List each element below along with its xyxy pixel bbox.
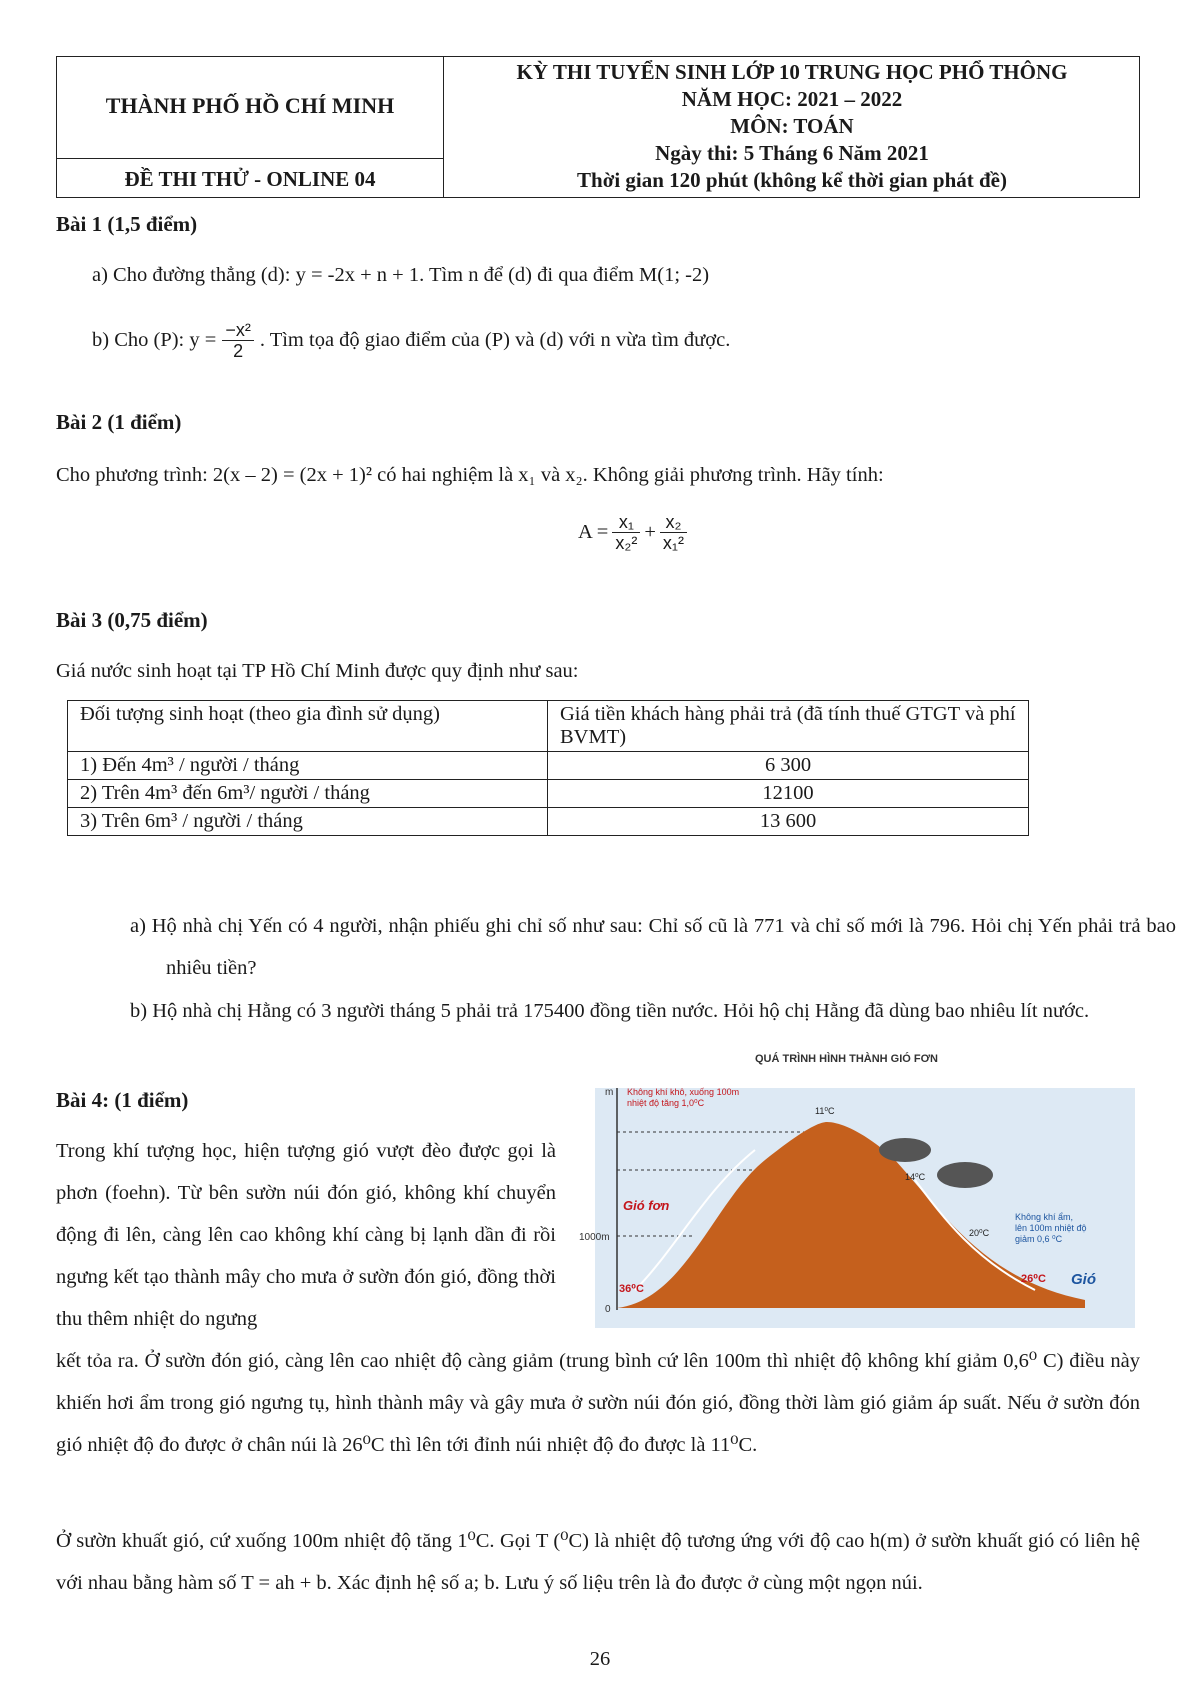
wet-note-line-2: lên 100m nhiệt độ: [1015, 1223, 1087, 1233]
formula-fraction-1: [612, 512, 640, 553]
fraction-denominator: 2: [233, 341, 244, 361]
water-price-table: [67, 700, 1029, 836]
table-cell: 1) Đến 4m³ / người / tháng: [68, 752, 548, 780]
table-header-cell: Giá tiền khách hàng phải trả (đã tính thuế GTGT và phí BVMT): [548, 701, 1029, 752]
axis-m-label: m: [605, 1087, 614, 1098]
page-number: 26: [589, 1648, 611, 1670]
bai3-title: Bài 3 (0,75 điểm): [56, 608, 208, 632]
table-row: [68, 808, 1029, 836]
f2-denominator: x₁²: [662, 533, 684, 553]
exam-duration: Thời gian 120 phút (không kể thời gian phát đề): [577, 168, 1007, 192]
table-header-cell: Đối tượng sinh hoạt (theo gia đình sử dụng): [68, 701, 548, 752]
city-name: THÀNH PHỐ HỒ CHÍ MINH: [105, 93, 395, 118]
bai3-intro: Giá nước sinh hoạt tại TP Hồ Chí Minh được quy định như sau:: [56, 660, 579, 682]
table-cell: 3) Trên 6m³ / người / tháng: [68, 808, 548, 836]
gio-label: Gió: [1071, 1271, 1096, 1288]
bai2-formula: [578, 512, 687, 553]
f1-numerator: x₁: [612, 512, 640, 533]
bai1-part-a: a) Cho đường thẳng (d): y = -2x + n + 1. Tìm n để (d) đi qua điểm M(1; -2): [92, 264, 710, 286]
bai1-part-b: [92, 320, 730, 361]
table-header-row: [68, 701, 1029, 752]
bai3-part-b: b) Hộ nhà chị Hằng có 3 người tháng 5 phải trả 175400 đồng tiền nước. Hỏi hộ chị Hằng đã dùng bao nhiêu lít nước.: [130, 1000, 1090, 1022]
bai3-part-a: a) Hộ nhà chị Yến có 4 người, nhận phiếu ghi chỉ số như sau: Chỉ số cũ là 771 và chỉ số mới là 796. Hỏi chị Yến phải trả bao nhiêu tiền?: [130, 915, 1176, 979]
subject: MÔN: TOÁN: [730, 114, 854, 138]
temp-36: 36⁰C: [619, 1283, 644, 1295]
school-year: NĂM HỌC: 2021 – 2022: [681, 87, 903, 111]
exam-title: KỲ THI TUYỂN SINH LỚP 10 TRUNG HỌC PHỔ THÔNG: [516, 60, 1068, 84]
formula-fraction-2: [660, 512, 687, 553]
fraction-numerator: −x²: [222, 320, 254, 341]
plus-sign: +: [644, 521, 656, 543]
bai4-paragraph-2: Ở sườn khuất gió, cứ xuống 100m nhiệt độ tăng 1⁰C. Gọi T (⁰C) là nhiệt độ tương ứng với độ cao h(m) ở sườn khuất gió có liên hệ với nhau bằng hàm số T = ah + b. Xác định hệ số a; b. Lưu ý số liệu trên là đo được ở cùng một ngọn núi.: [56, 1530, 1140, 1594]
label-1000m: 1000m: [579, 1232, 610, 1243]
bai1-title: Bài 1 (1,5 điểm): [56, 212, 198, 236]
foehn-wind-figure: [565, 1050, 1145, 1330]
trial-exam-label: ĐỀ THI THỬ - ONLINE 04: [124, 167, 376, 191]
bai4-title: Bài 4: (1 điểm): [56, 1088, 189, 1112]
bai2-text: Cho phương trình: 2(x – 2) = (2x + 1)² có hai nghiệm là x₁ và x₂. Không giải phương trình. Hãy tính:: [56, 464, 884, 486]
f1-denominator: x₂²: [615, 533, 638, 553]
table-row: [68, 780, 1029, 808]
dry-note-line-2: nhiệt độ tăng 1,0⁰C: [627, 1098, 705, 1108]
temp-peak: 11⁰C: [815, 1106, 835, 1116]
table-cell: 13 600: [548, 808, 1029, 836]
wet-note-line-3: giảm 0,6 ⁰C: [1015, 1234, 1063, 1244]
figure-title: QUÁ TRÌNH HÌNH THÀNH GIÓ FƠN: [755, 1053, 938, 1065]
temp-20: 20⁰C: [969, 1228, 990, 1238]
bai4-paragraph-1: Trong khí tượng học, hiện tượng gió vượt đèo được gọi là phơn (foehn). Từ bên sườn núi đón gió, không khí chuyển động đi lên, càng lên cao không khí càng bị lạnh dần đi rồi ngưng kết tạo thành mây cho mưa ở sườn đón gió, đồng thời thu thêm nhiệt do ngưng: [56, 1140, 556, 1330]
f2-numerator: x₂: [660, 512, 687, 533]
bai1-b-suffix: . Tìm tọa độ giao điểm của (P) và (d) với n vừa tìm được.: [259, 329, 731, 351]
table-cell: 12100: [548, 780, 1029, 808]
cloud-icon: [937, 1162, 993, 1188]
gio-fon-label: Gió fơn: [623, 1198, 670, 1213]
bai2-title: Bài 2 (1 điểm): [56, 410, 182, 434]
bai4-paragraph-1-cont: kết tỏa ra. Ở sườn đón gió, càng lên cao nhiệt độ càng giảm (trung bình cứ lên 100m thì nhiệt độ không khí giảm 0,6⁰ C) điều này khiến hơi ẩm trong gió ngưng tụ, hình thành mây và gây mưa ở sườn núi đón gió, đồng thời làm gió giảm áp suất. Nếu ở sườn đón gió nhiệt độ đo được ở chân núi là 26⁰C thì lên tới đỉnh núi nhiệt độ đo được là 11⁰C.: [56, 1350, 1140, 1456]
temp-14: 14⁰C: [905, 1172, 926, 1182]
table-row: [68, 752, 1029, 780]
wet-note-line-1: Không khí ẩm,: [1015, 1212, 1074, 1222]
exam-date: Ngày thi: 5 Tháng 6 Năm 2021: [655, 141, 929, 165]
label-0: 0: [605, 1304, 611, 1315]
parabola-fraction: [222, 320, 254, 361]
temp-26: 26⁰C: [1021, 1273, 1046, 1285]
header-table: [56, 56, 1140, 198]
cloud-icon: [879, 1138, 931, 1162]
exam-info: [445, 57, 1139, 194]
table-cell: 2) Trên 4m³ đến 6m³/ người / tháng: [68, 780, 548, 808]
formula-lhs: A =: [578, 521, 609, 543]
table-cell: 6 300: [548, 752, 1029, 780]
bai1-b-prefix: b) Cho (P): y =: [92, 329, 217, 351]
dry-note-line-1: Không khí khô, xuống 100m: [627, 1087, 740, 1097]
